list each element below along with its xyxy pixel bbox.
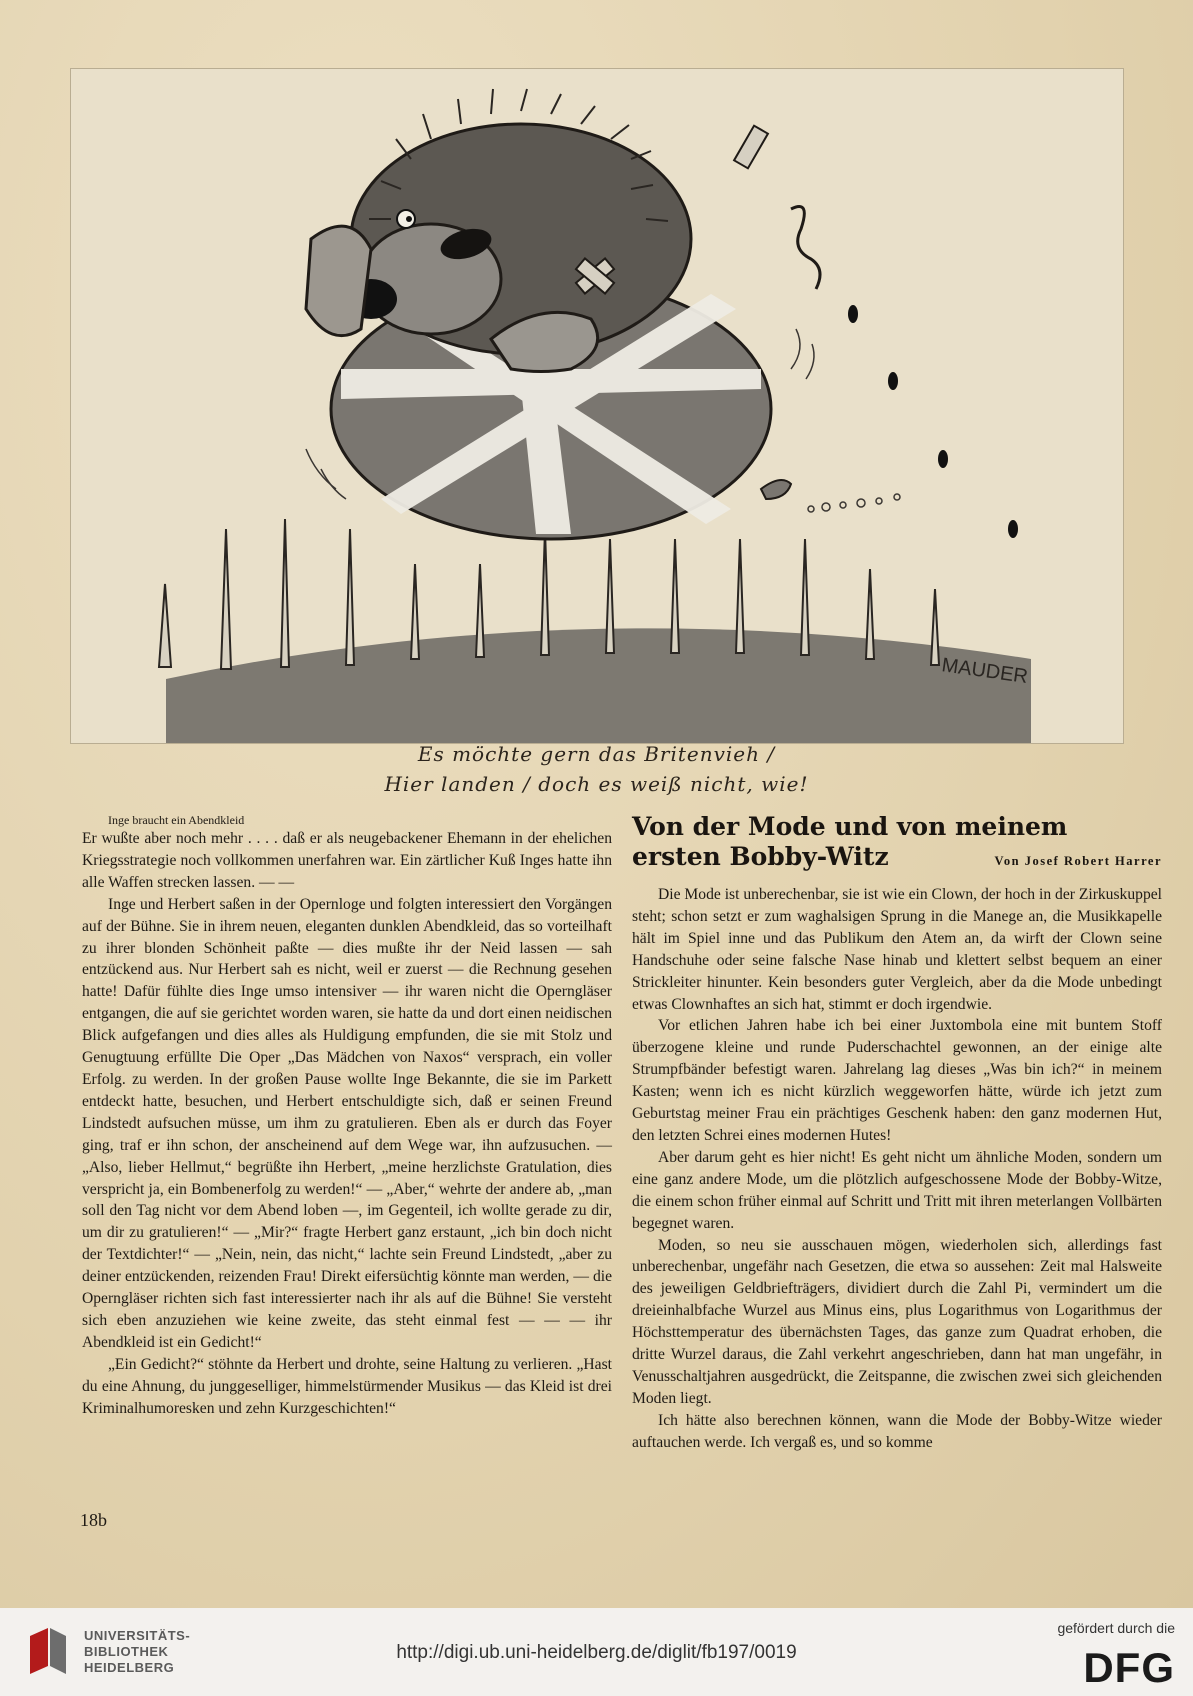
paragraph: Die Mode ist unberechenbar, sie ist wie ein Clown, der hoch in der Zirkuskuppel steht; schon setzt er zum waghalsigen Sprung in die Manege an, die Musikkapelle hält im Spiel inne und das Publikum den Atem an, da wirft der Clown seine Handschuhe oder seine falsche Nase hinab und klettert selbst bequem an einer Strickleiter hinunter. Kein besonders guter Vergleich, aber da die Mode unbedingt etwas Clownhaftes an sich hat, stimmt er doch irgendwie.	[632, 886, 1162, 1013]
left-column	[82, 812, 612, 1419]
source-url-link[interactable]: http://digi.ub.uni-heidelberg.de/diglit/fb197/0019	[396, 1642, 797, 1663]
paragraph: Moden, so neu sie ausschauen mögen, wiederholen sich, allerdings fast unberechenbar, ungefähr nach Gesetzen, die etwa so aussehen: Zeit mal Halsweite des jeweiligen Geldbriefträgers, dividiert durch die Zahl Pi, vermindert um die dreieinhalbfache Wurzel aus Minus eins, plus Logarithmus von Logarithmus der Höchsttemperatur des übernächsten Tages, das ganze zum Quadrat erhoben, die dritte Wurzel daraus, die Zahl verkehrt angeschrieben, dann hat man ungefähr, in Venusschaltjahren ausgedrückt, die Zeitspanne, die zwischen zwei sich gleichenden Moden liegt.	[632, 1236, 1162, 1407]
article-title	[632, 812, 1162, 876]
article-title-row	[632, 842, 1162, 876]
caption-line-1: Es möchte gern das Britenvieh /	[417, 742, 776, 766]
digitization-footer	[0, 1608, 1193, 1696]
artist-signature: MAUDER	[940, 654, 1030, 689]
paragraph: „Ein Gedicht?“ stöhnte da Herbert und drohte, seine Haltung zu verlieren. „Hast du eine Ahnung, du junggeselliger, himmelstürmender Musikus — das Kleid ist drei Kriminalhumoresken und zehn Kurzgeschichten!“	[82, 1355, 612, 1417]
paragraph: Vor etlichen Jahren habe ich bei einer Juxtombola eine mit buntem Stoff überzogene kleine und runde Puderschachtel gewonnen, an der einige alte Strumpfbänder befestigt waren. Jahrelang lag dieses „Was bin ich?“ in meinem Kasten; wenn ich es nicht kürzlich weggeworfen hätte, würde ich jetzt zum Geburtstag meiner Frau ein prächtiges Geschenk haben: den ganz modernen Hut, den letzten Schrei eines modernen Hutes!	[632, 1017, 1162, 1144]
article-byline: Von Josef Robert Harrer	[994, 854, 1162, 868]
cartoon-drawing	[71, 69, 1123, 743]
dfg-logo[interactable]: DFG	[1083, 1644, 1175, 1691]
air-bubbles	[808, 494, 900, 512]
paragraph: Aber darum geht es hier nicht! Es geht nicht um ähnliche Moden, sondern um eine ganz andere Mode, um die plötzlich aufgeschossene Mode der Bobby-Witze, die einem schon früher einmal auf Schritt und Tritt mit ihren meterlangen Vollbärten begegnet waren.	[632, 1148, 1162, 1232]
paragraph: Er wußte aber noch mehr . . . . daß er als neugebackener Ehemann in der ehelichen Kriegsstrategie noch vollkommen unerfahren war. Ein zärtlicher Kuß Inges hatte ihn alle Waffen strecken lassen. — —	[82, 830, 612, 891]
right-column	[632, 812, 1162, 1454]
tail-string	[791, 207, 820, 290]
university-name[interactable]: UNIVERSITÄTS- BIBLIOTHEK HEIDELBERG	[84, 1628, 191, 1675]
article-title-line-1: Von der Mode und von meinem	[632, 812, 1068, 841]
hedgehog-foot	[306, 226, 371, 336]
funded-by-label: gefördert durch die	[1057, 1620, 1175, 1636]
story-heading: Inge braucht ein Abendkleid	[108, 813, 245, 827]
paragraph: Ich hätte also berechnen können, wann die Mode der Bobby-Witze wieder auftauchen werde. Ich vergaß es, und so komme	[632, 1411, 1162, 1451]
cartoon-illustration	[70, 68, 1124, 744]
balloon-knot	[761, 480, 791, 499]
article-title-line-2: ersten Bobby-Witz	[632, 842, 889, 871]
ground-dome	[166, 628, 1031, 743]
falling-drops	[848, 305, 1018, 538]
page-number: 18b	[80, 1510, 107, 1530]
paragraph: Inge und Herbert saßen in der Opernloge und folgten interessiert den Vorgängen auf der Bühne. Sie in ihrem neuen, eleganten dunklen Abendkleid, das so vorteilhaft zu ihrer blonden Schönheit paßte — dies mußte ihr der Neid lassen — sah entzückend aus. Nur Herbert sah es nicht, weil er zuerst — die Rechnung gesehen hatte! Dafür fühlte dies Inge umso intensiver — ihr waren nicht die Operngläser entgangen, die auf sie gerichtet worden waren, sie hatte da und dort einen neidischen Blick aufgefangen und dies alles als Huldigung empfunden, die sie mit Stolz und Genugtuung erfüllte Die Oper „Das Mädchen von Naxos“ versprach, ein voller Erfolg. zu werden. In der großen Pause wollte Inge Bekannte, die sie im Parkett entdeckt hatte, besuchen, und Herbert entschuldigte sich, daß er seinen Freund Lindstedt aufsuchen müsse, um ihm zu gratulieren. Eben als er durch das Foyer ging, traf er ihn schon, der anscheinend auf dem Wege war, ihn aufzusuchen. — „Also, lieber Hellmut,“ begrüßte ihn Herbert, „meine herzlichste Gratulation, dies verspricht ja, ein Bombenerfolg zu werden!“ — „Aber,“ wehrte der andere ab, „man soll den Tag nicht vor dem Abend loben —, im Gegenteil, ich wollte gerade zu dir, um dir zu gratulieren!“ — „Mir?“ fragte Herbert ganz erstaunt, „ich bin doch nicht der Textdichter!“ — „Nein, nein, das nicht,“ lachte sein Freund Lindstedt, „aber zu deiner entzückenden, reizenden Frau! Direkt eifersüchtig könnte man werden, — die Operngläser richten sich fast interessierter nach ihr als auf die Bühne! Sie versteht sich eben anzuziehen wie keine zweite, das steht einmal fest — — — ihr Abendkleid ist ein Gedicht!“	[82, 895, 612, 1351]
caption-line-2: Hier landen / doch es weiß nicht, wie!	[384, 772, 809, 796]
